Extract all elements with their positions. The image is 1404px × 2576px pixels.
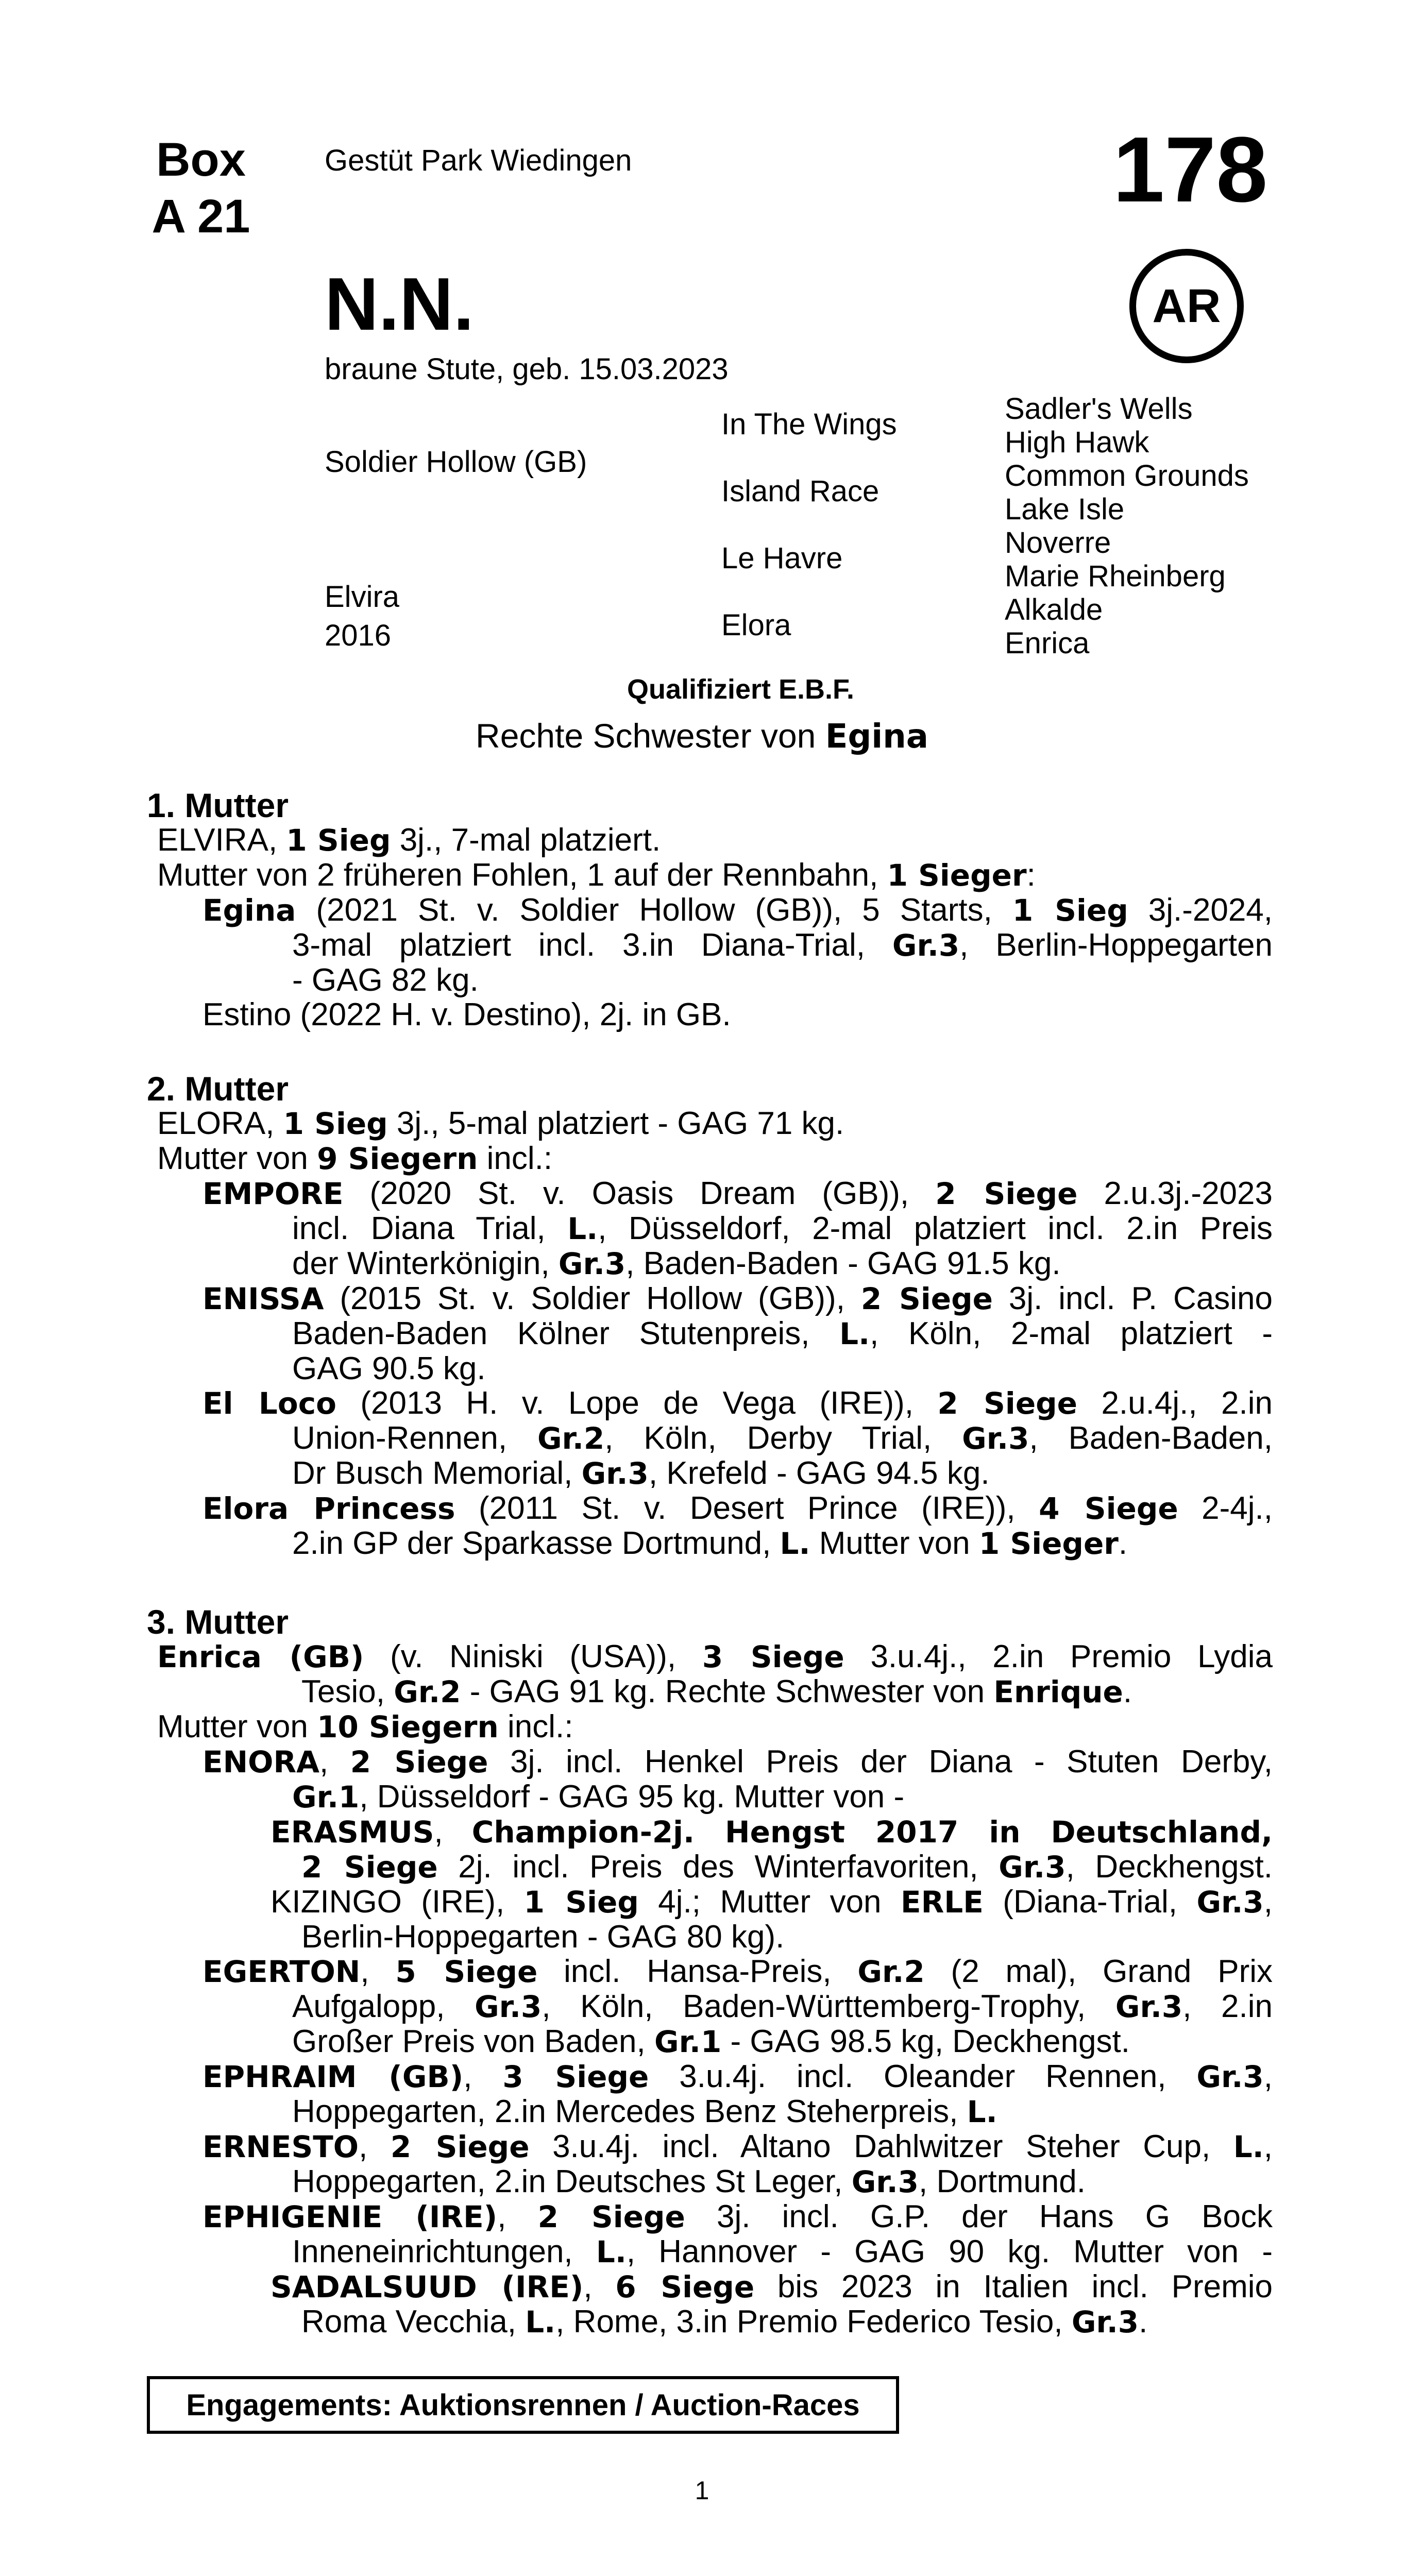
first-dam-line: Egina (2021 St. v. Soldier Hollow (GB)), 5 Starts, 1 Sieg 3j.-2024, (202, 892, 1273, 928)
third-dam-line: Mutter von 10 Siegern incl.: (157, 1709, 573, 1744)
third-dam-line: Gr.1, Düsseldorf - GAG 95 kg. Mutter von - (292, 1779, 905, 1815)
third-dam-line: ERASMUS, Champion-2j. Hengst 2017 in Deutschland, (270, 1814, 1273, 1850)
qualification: Qualifiziert E.B.F. (627, 674, 855, 705)
pedigree-gp-2: Island Race (721, 474, 879, 508)
pedigree-gp-4: Elora (721, 608, 791, 642)
sibling-note (0, 716, 1404, 756)
third-dam-line: Hoppegarten, 2.in Deutsches St Leger, Gr.3, Dortmund. (292, 2164, 1086, 2199)
third-dam-heading: 3. Mutter (147, 1603, 289, 1641)
first-dam-section (147, 788, 1273, 1032)
third-dam-line: Inneneinrichtungen, L., Hannover - GAG 90 kg. Mutter von - (292, 2234, 1273, 2269)
first-dam-line: Estino (2022 H. v. Destino), 2j. in GB. (202, 997, 731, 1032)
second-dam-line: Mutter von 9 Siegern incl.: (157, 1141, 553, 1176)
sibling-name: Egina (825, 718, 928, 756)
box-label (149, 131, 252, 245)
second-dam-line: Union-Rennen, Gr.2, Köln, Derby Trial, Gr.3, Baden-Baden, (292, 1420, 1273, 1456)
first-dam-line: Mutter von 2 früheren Fohlen, 1 auf der Rennbahn, 1 Sieger: (157, 857, 1036, 893)
pedigree-ggp-7: Alkalde (1005, 593, 1103, 626)
second-dam-line: Elora Princess (2011 St. v. Desert Prince (IRE)), 4 Siege 2-4j., (202, 1490, 1273, 1526)
second-dam-line: Dr Busch Memorial, Gr.3, Krefeld - GAG 94.5 kg. (292, 1455, 990, 1491)
pedigree-dam: Elvira (325, 580, 400, 614)
pedigree-gp-1: In The Wings (721, 408, 897, 441)
engagements-box (147, 2376, 899, 2434)
pedigree-ggp-4: Lake Isle (1005, 493, 1125, 526)
second-dam-line: incl. Diana Trial, L., Düsseldorf, 2-mal platziert incl. 2.in Preis (292, 1211, 1273, 1246)
second-dam-line: ENISSA (2015 St. v. Soldier Hollow (GB)), 2 Siege 3j. incl. P. Casino (202, 1281, 1273, 1316)
third-dam-line: Großer Preis von Baden, Gr.1 - GAG 98.5 kg, Deckhengst. (292, 2024, 1130, 2059)
second-dam-line: GAG 90.5 kg. (292, 1351, 486, 1386)
second-dam-line: EMPORE (2020 St. v. Oasis Dream (GB)), 2 Siege 2.u.3j.-2023 (202, 1176, 1273, 1211)
pedigree-dam-year: 2016 (325, 619, 392, 652)
box-title: Box (156, 133, 246, 186)
ar-badge-label: AR (1152, 279, 1221, 332)
third-dam-line: ENORA, 2 Siege 3j. incl. Henkel Preis der Diana - Stuten Derby, (202, 1744, 1273, 1780)
page-number: 1 (695, 2476, 709, 2505)
second-dam-section (147, 1072, 1273, 1561)
third-dam-line: EPHRAIM (GB), 3 Siege 3.u.4j. incl. Oleander Rennen, Gr.3, (202, 2059, 1273, 2094)
pedigree-ggp-5: Noverre (1005, 526, 1111, 560)
second-dam-heading: 2. Mutter (147, 1070, 289, 1108)
pedigree-ggp-1: Sadler's Wells (1005, 392, 1193, 426)
third-dam-line: KIZINGO (IRE), 1 Sieg 4j.; Mutter von ERLE (Diana-Trial, Gr.3, (270, 1884, 1273, 1920)
second-dam-line: der Winterkönigin, Gr.3, Baden-Baden - GAG 91.5 kg. (292, 1246, 1061, 1281)
consignor: Gestüt Park Wiedingen (325, 144, 632, 177)
first-dam-line: ELVIRA, 1 Sieg 3j., 7-mal platziert. (157, 822, 661, 858)
horse-name: N.N. (325, 262, 474, 346)
pedigree-gp-3: Le Havre (721, 541, 843, 575)
third-dam-line: SADALSUUD (IRE), 6 Siege bis 2023 in Italien incl. Premio (270, 2269, 1273, 2304)
second-dam-line: Baden-Baden Kölner Stutenpreis, L., Köln, 2-mal platziert - (292, 1316, 1273, 1351)
pedigree-ggp-3: Common Grounds (1005, 459, 1249, 493)
first-dam-line: - GAG 82 kg. (292, 962, 479, 998)
second-dam-line: 2.in GP der Sparkasse Dortmund, L. Mutter von 1 Sieger. (292, 1526, 1128, 1561)
pedigree-ggp-2: High Hawk (1005, 426, 1149, 459)
third-dam-line: Hoppegarten, 2.in Mercedes Benz Steherpreis, L. (292, 2094, 997, 2129)
third-dam-line: Berlin-Hoppegarten - GAG 80 kg). (301, 1919, 785, 1955)
first-dam-line: 3-mal platziert incl. 3.in Diana-Trial, Gr.3, Berlin-Hoppegarten (292, 927, 1273, 963)
pedigree-ggp-6: Marie Rheinberg (1005, 560, 1226, 593)
lot-number: 178 (1113, 118, 1268, 222)
box-number: A 21 (151, 190, 250, 243)
engagements-text: Engagements: Auktionsrennen / Auction-Races (186, 2388, 860, 2422)
third-dam-line: Tesio, Gr.2 - GAG 91 kg. Rechte Schwester von Enrique. (301, 1674, 1132, 1709)
first-dam-heading: 1. Mutter (147, 786, 289, 824)
second-dam-line: ELORA, 1 Sieg 3j., 5-mal platziert - GAG 71 kg. (157, 1106, 844, 1141)
third-dam-line: 2 Siege 2j. incl. Preis des Winterfavoriten, Gr.3, Deckhengst. (301, 1849, 1273, 1885)
pedigree-sire: Soldier Hollow (GB) (325, 445, 587, 479)
third-dam-line: ERNESTO, 2 Siege 3.u.4j. incl. Altano Dahlwitzer Steher Cup, L., (202, 2129, 1273, 2164)
sibling-prefix: Rechte Schwester von (476, 717, 825, 755)
ar-badge (1129, 249, 1244, 363)
third-dam-line: EGERTON, 5 Siege incl. Hansa-Preis, Gr.2 (2 mal), Grand Prix (202, 1954, 1273, 1989)
pedigree-ggp-8: Enrica (1005, 626, 1090, 660)
second-dam-line: El Loco (2013 H. v. Lope de Vega (IRE)), 2 Siege 2.u.4j., 2.in (202, 1385, 1273, 1421)
third-dam-line: EPHIGENIE (IRE), 2 Siege 3j. incl. G.P. der Hans G Bock (202, 2199, 1273, 2234)
third-dam-line: Enrica (GB) (v. Niniski (USA)), 3 Siege 3.u.4j., 2.in Premio Lydia (157, 1639, 1273, 1674)
third-dam-line: Roma Vecchia, L., Rome, 3.in Premio Federico Tesio, Gr.3. (301, 2304, 1148, 2340)
third-dam-line: Aufgalopp, Gr.3, Köln, Baden-Württemberg-Trophy, Gr.3, 2.in (292, 1989, 1273, 2024)
third-dam-section (147, 1605, 1273, 2340)
horse-description: braune Stute, geb. 15.03.2023 (325, 352, 729, 386)
